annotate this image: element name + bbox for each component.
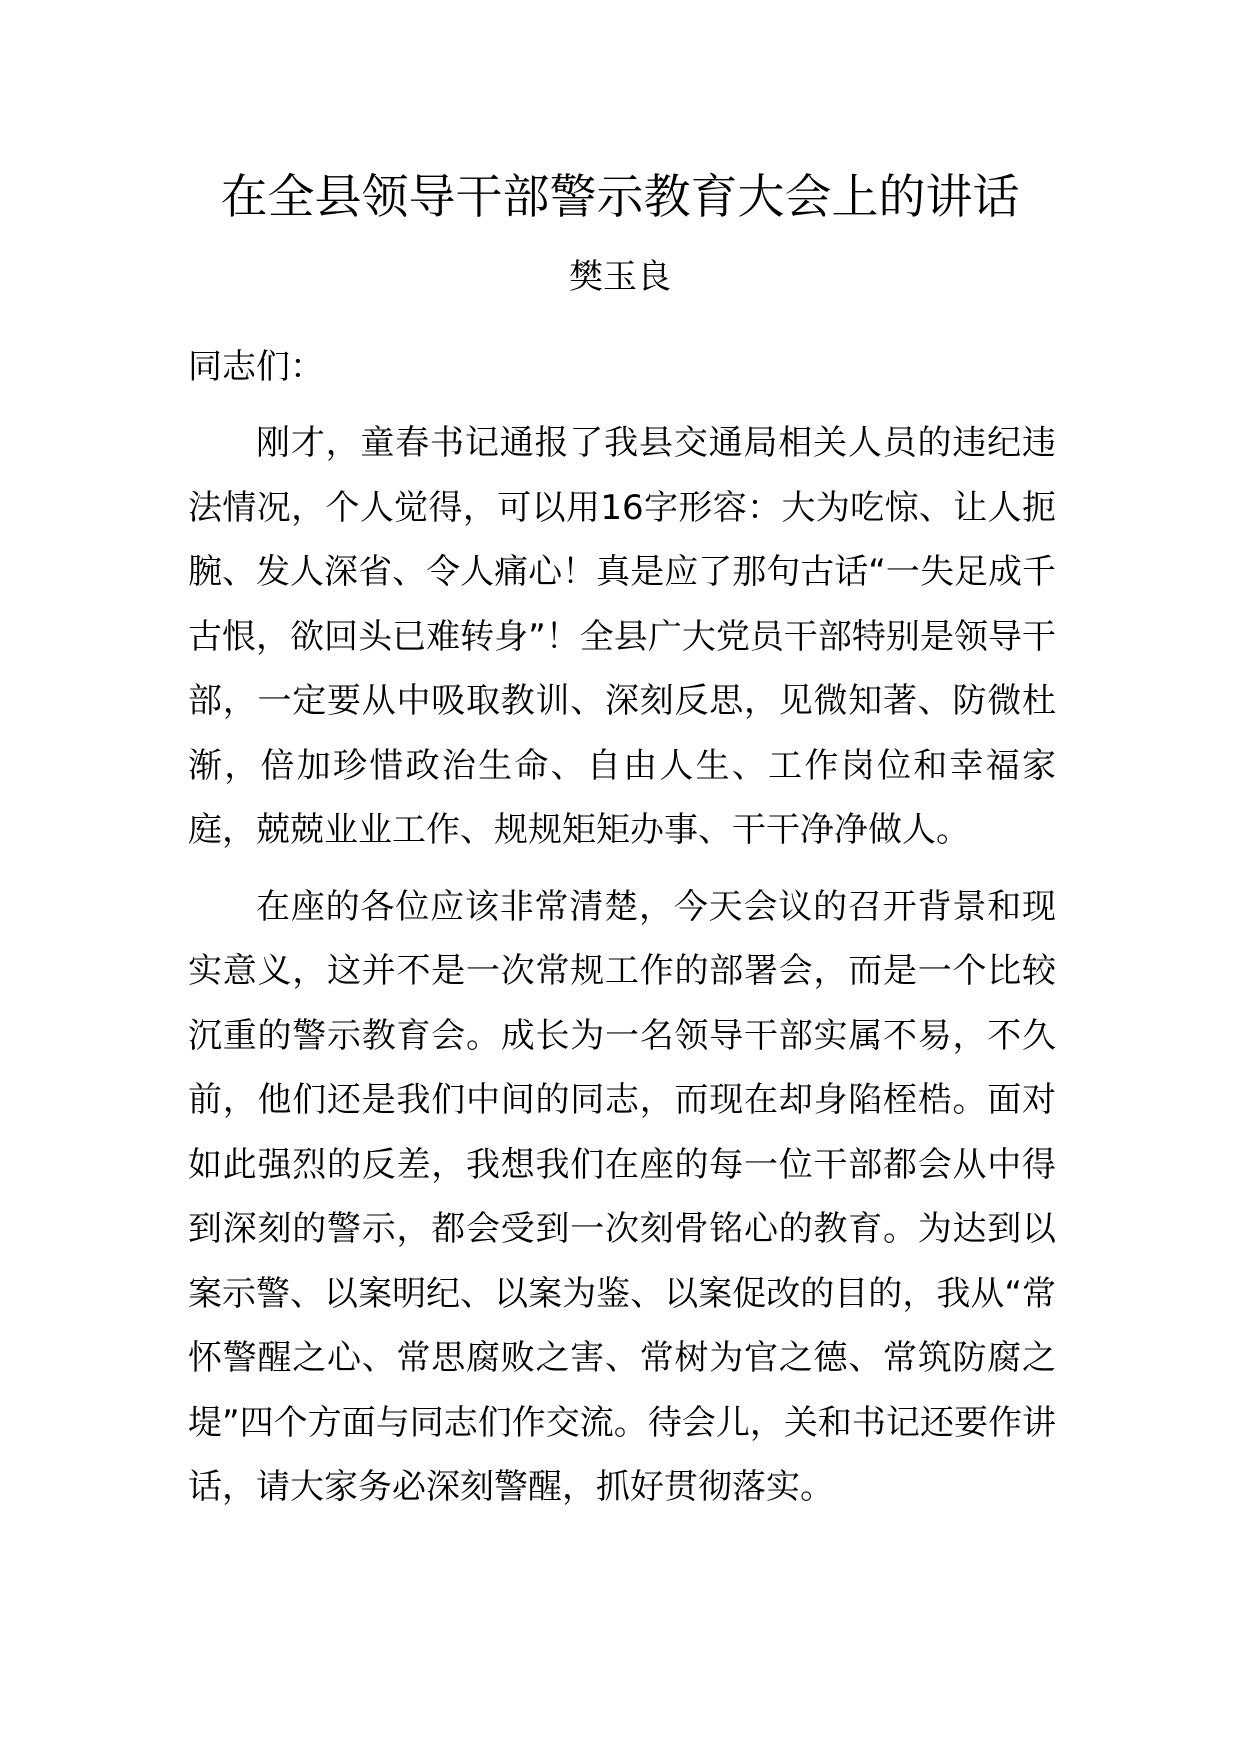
paragraph-1: 刚才，童春书记通报了我县交通局相关人员的违纪违法情况，个人觉得，可以用16字形容：大为吃惊、让人扼腕、发人深省、令人痛心！真是应了那句古话“一失足成千古恨，欲回头已难转身”！全县广大党员干部特别是领导干部，一定要从中吸取教训、深刻反思，见微知著、防微杜渐，倍加珍惜政治生命、自由人生、工作岗位和幸福家庭，兢兢业业工作、规规矩矩办事、干干净净做人。 (188, 423, 1056, 850)
paragraph-2: 在座的各位应该非常清楚，今天会议的召开背景和现实意义，这并不是一次常规工作的部署会，而是一个比较沉重的警示教育会。成长为一名领导干部实属不易，不久前，他们还是我们中间的同志，而现在却身陷桎梏。面对如此强烈的反差，我想我们在座的每一位干部都会从中得到深刻的警示，都会受到一次刻骨铭心的教育。为达到以案示警、以案明纪、以案为鉴、以案促改的目的，我从“常怀警醒之心、常思腐败之害、常树为官之德、常筑防腐之堤”四个方面与同志们作交流。待会儿，关和书记还要作讲话，请大家务必深刻警醒，抓好贯彻落实。 (188, 886, 1056, 1507)
document-title: 在全县领导干部警示教育大会上的讲话 (220, 170, 1020, 225)
document-body (188, 335, 1056, 1532)
author-name: 樊玉良 (569, 257, 671, 297)
salutation: 同志们： (188, 347, 324, 387)
